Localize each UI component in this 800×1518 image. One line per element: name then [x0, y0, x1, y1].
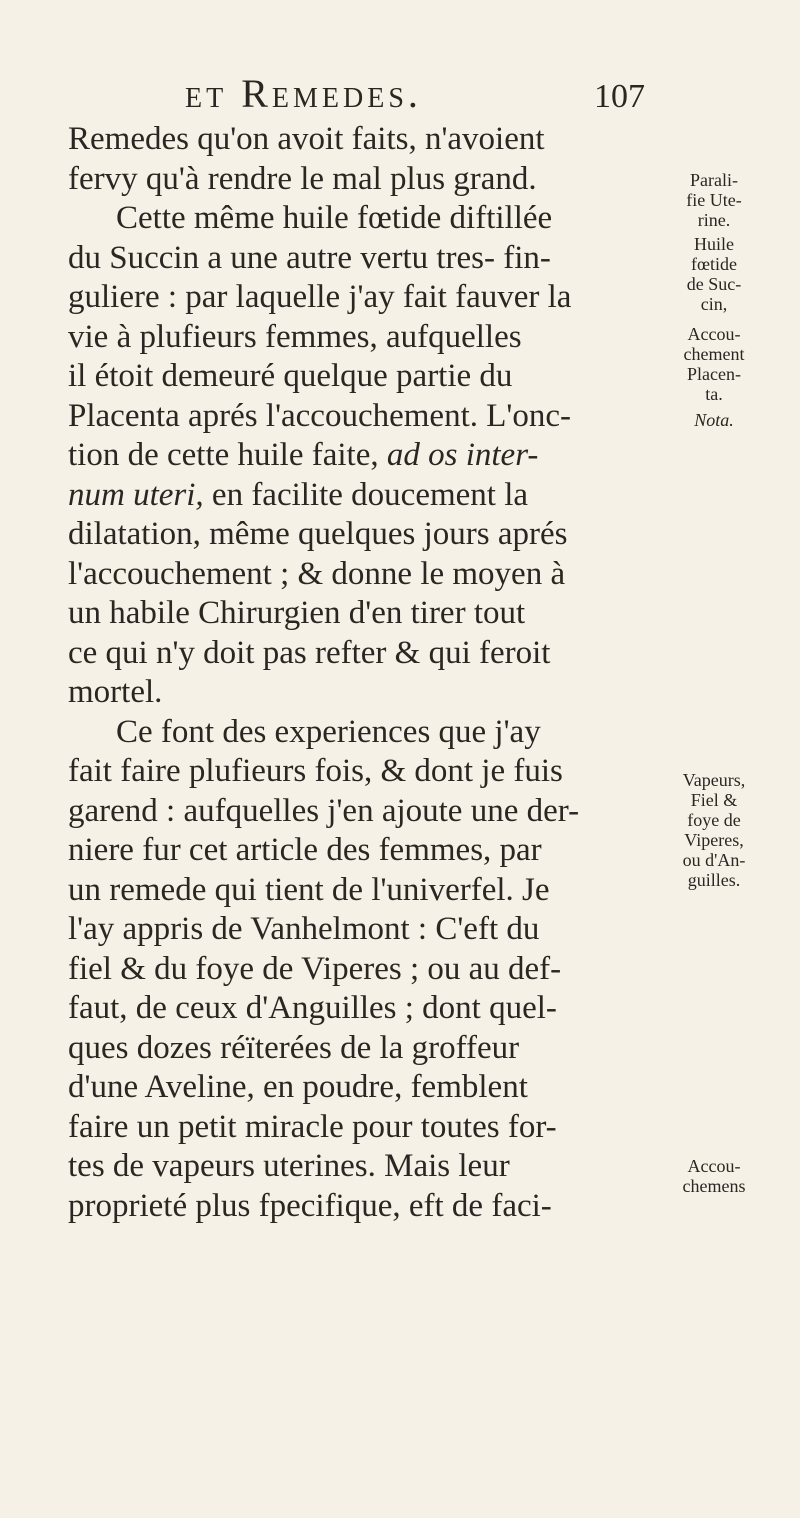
text-line: l'accouchement ; & donne le moyen à: [68, 555, 566, 592]
margin-note-line: Viperes,: [684, 830, 744, 850]
text-line: l'ay appris de Vanhelmont : C'eft du: [68, 911, 540, 947]
text-line: du Succin a une autre vertu tres- fin-: [68, 239, 551, 276]
margin-note-line: fie Ute-: [686, 190, 742, 210]
text-line: vie à plufieurs femmes, aufquelles: [68, 318, 522, 355]
text-segment: tion de cette huile faite,: [68, 437, 379, 473]
margin-note-line: chement: [683, 344, 745, 364]
page-header: [185, 70, 645, 120]
margin-note-line: cin,: [700, 294, 728, 314]
text-line: fervy qu'à rendre le mal plus grand.: [68, 160, 537, 197]
text-line: Remedes qu'on avoit faits, n'avoient: [68, 121, 545, 157]
margin-note-line: Fiel &: [690, 790, 738, 810]
body-text: [68, 120, 628, 1226]
margin-note-line: chemens: [682, 1176, 746, 1196]
text-line: fait faire plufieurs fois, & dont je fuis: [68, 753, 563, 789]
text-line: il étoit demeuré quelque partie du: [68, 358, 513, 394]
margin-note-paralysie: [634, 170, 794, 230]
text-line: faut, de ceux d'Anguilles ; dont quel-: [68, 990, 557, 1026]
text-line: Ce font des experiences que j'ay: [116, 713, 541, 750]
text-line: guliere : par laquelle j'ay fait fauver la: [68, 279, 572, 315]
text-line: dilatation, même quelques jours aprés: [68, 516, 568, 552]
margin-note-line: rine.: [697, 210, 731, 230]
text-segment: en facilite doucement la: [211, 476, 529, 513]
margin-note-line: ta.: [705, 384, 723, 404]
margin-note-vapeurs: [634, 770, 794, 890]
text-line: ce qui n'y doit pas refter & qui feroit: [68, 634, 551, 671]
margin-note-nota: [634, 410, 794, 430]
text-line: garend : aufquelles j'en ajoute une der-: [68, 792, 580, 829]
margin-note-line: Nota.: [694, 410, 734, 430]
margin-note-line: Accou-: [687, 1156, 741, 1176]
margin-note-line: Huile: [694, 234, 734, 254]
margin-note-line: fœtide: [691, 254, 737, 274]
text-line: Placenta aprés l'accouchement. L'onc-: [68, 397, 571, 434]
running-title: et Remedes.: [185, 71, 422, 116]
margin-note-accouchemens: [634, 1156, 794, 1196]
margin-note-line: de Suc-: [686, 274, 742, 294]
text-line: ques dozes réïterées de la groffeur: [68, 1029, 520, 1066]
margin-note-line: Parali-: [690, 170, 738, 190]
margin-note-accouchement: [634, 324, 794, 404]
margin-note-line: Accou-: [687, 324, 741, 344]
margin-note-line: guilles.: [687, 870, 741, 890]
text-line: Cette même huile fœtide diftillée: [116, 200, 553, 236]
text-line: un remede qui tient de l'univerfel. Je: [68, 871, 550, 908]
text-line: un habile Chirurgien d'en tirer tout: [68, 595, 526, 631]
margin-note-huile: [634, 234, 794, 314]
latin-phrase: ad os inter-: [386, 437, 539, 473]
margin-note-line: Placen-: [687, 364, 741, 384]
text-line: [68, 436, 628, 476]
text-line: [68, 476, 628, 516]
page-number: 107: [594, 78, 645, 115]
text-line: fiel & du foye de Viperes ; ou au def-: [68, 950, 562, 987]
text-line: mortel.: [68, 674, 163, 710]
text-line: niere fur cet article des femmes, par: [68, 832, 542, 868]
text-line: tes de vapeurs uterines. Mais leur: [68, 1148, 510, 1184]
text-line: faire un petit miracle pour toutes for-: [68, 1108, 557, 1145]
text-line: proprieté plus fpecifique, eft de faci-: [68, 1187, 552, 1224]
margin-note-line: ou d'An-: [682, 850, 746, 870]
latin-phrase: num uteri,: [68, 476, 204, 513]
margin-note-line: foye de: [687, 810, 741, 830]
text-line: d'une Aveline, en poudre, femblent: [68, 1069, 528, 1105]
margin-note-line: Vapeurs,: [682, 770, 746, 790]
